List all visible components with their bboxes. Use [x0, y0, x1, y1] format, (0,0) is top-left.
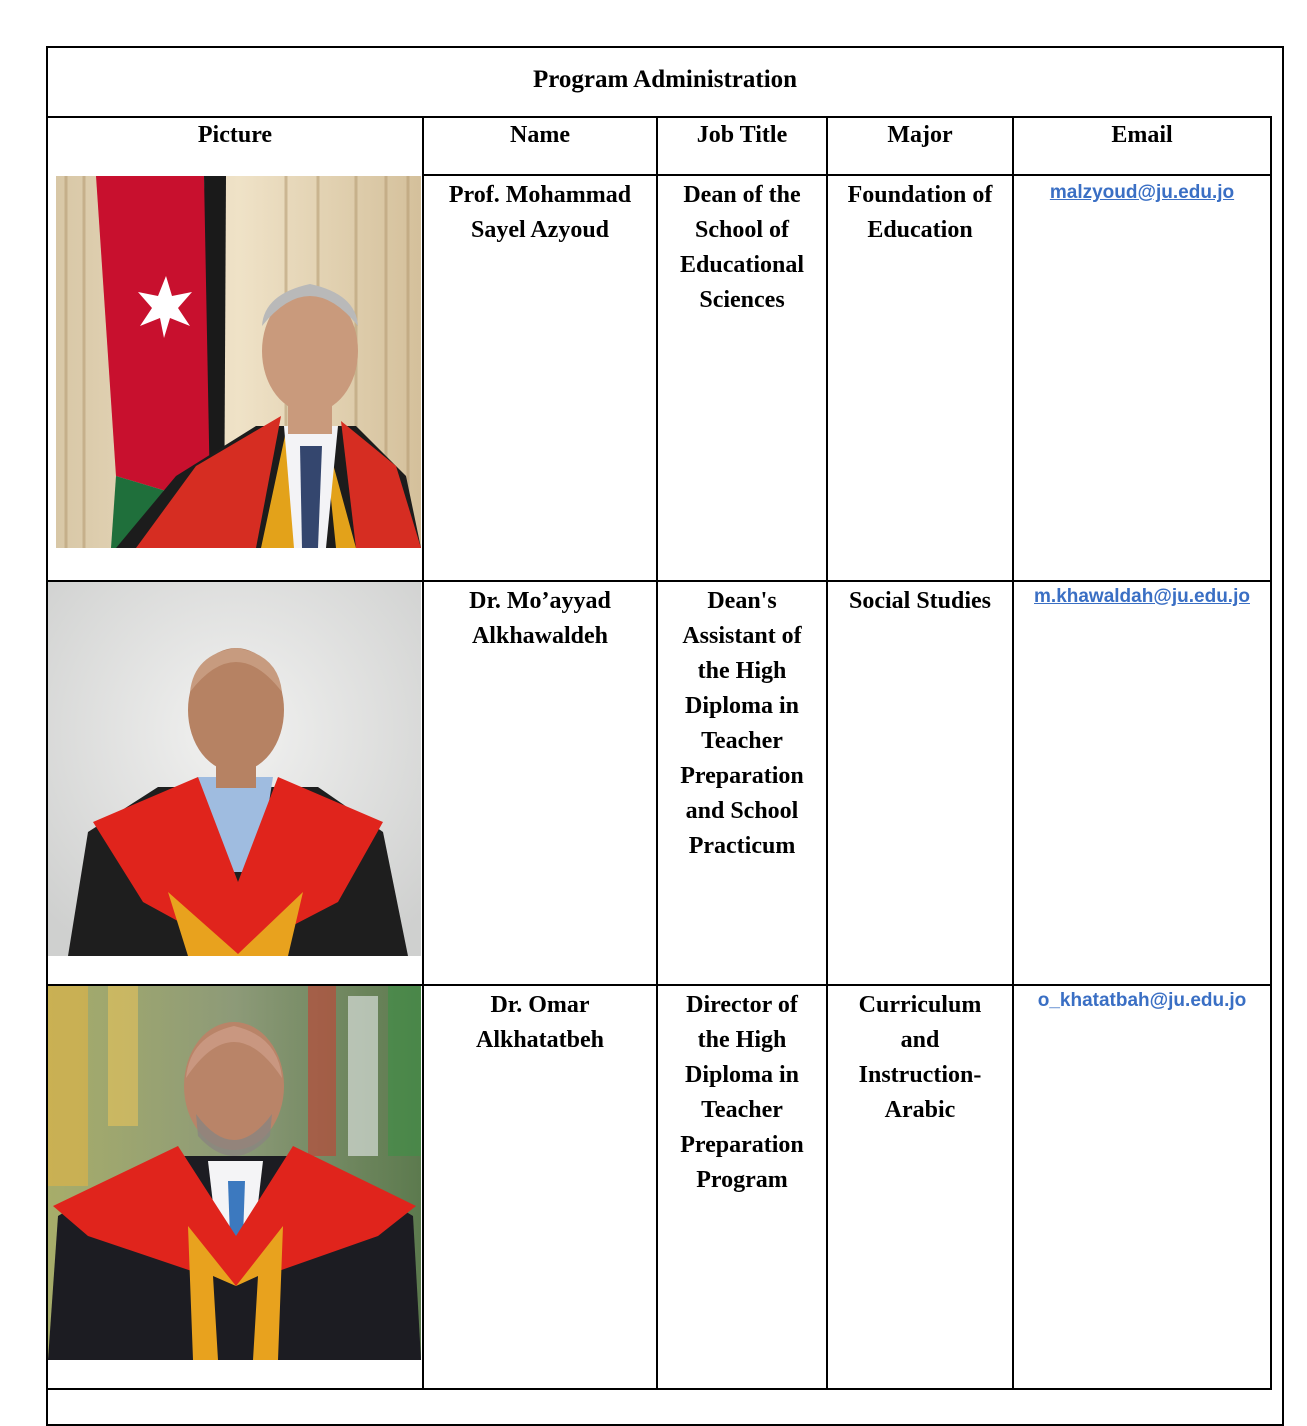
header-name: Name [510, 122, 570, 148]
header-divider [422, 174, 1272, 176]
row2-job-title: Dean's Assistant of the High Diploma in Teacher Preparation and School Practicum [680, 588, 804, 859]
header-major: Major [887, 122, 953, 148]
table-border-right [1270, 116, 1272, 1390]
header-email: Email [1111, 122, 1173, 148]
portrait-photo-assistant-dean [48, 582, 421, 956]
row1-email-link[interactable]: malzyoud@ju.edu.jo [1049, 182, 1235, 203]
row2-name: Dr. Mo’ayyad Alkhawaldeh [469, 588, 611, 649]
row2-email-link[interactable]: m.khawaldah@ju.edu.jo [1034, 586, 1250, 607]
row3-email-text[interactable]: o_khatatbah@ju.edu.jo [1037, 990, 1247, 1011]
col-divider-1 [422, 116, 424, 1390]
row3-name: Dr. Omar Alkhatatbeh [475, 992, 605, 1053]
row2-major: Social Studies [848, 588, 992, 614]
row1-major: Foundation of Education [847, 182, 993, 243]
header-job-title: Job Title [696, 122, 788, 148]
row1-job-title: Dean of the School of Educational Sciences [679, 182, 805, 313]
row3-major: Curriculum and Instruction- Arabic [858, 992, 982, 1123]
row1-name: Prof. Mohammad Sayel Azyoud [448, 182, 632, 243]
table-border-bottom [48, 1388, 1272, 1390]
page-title: Program Administration [532, 66, 798, 93]
portrait-photo-director [48, 986, 421, 1360]
col-divider-3 [826, 116, 828, 1390]
col-divider-4 [1012, 116, 1014, 1390]
row3-job-title: Director of the High Diploma in Teacher Preparation Program [680, 992, 804, 1193]
portrait-photo-dean [56, 176, 421, 548]
header-picture: Picture [197, 122, 273, 148]
